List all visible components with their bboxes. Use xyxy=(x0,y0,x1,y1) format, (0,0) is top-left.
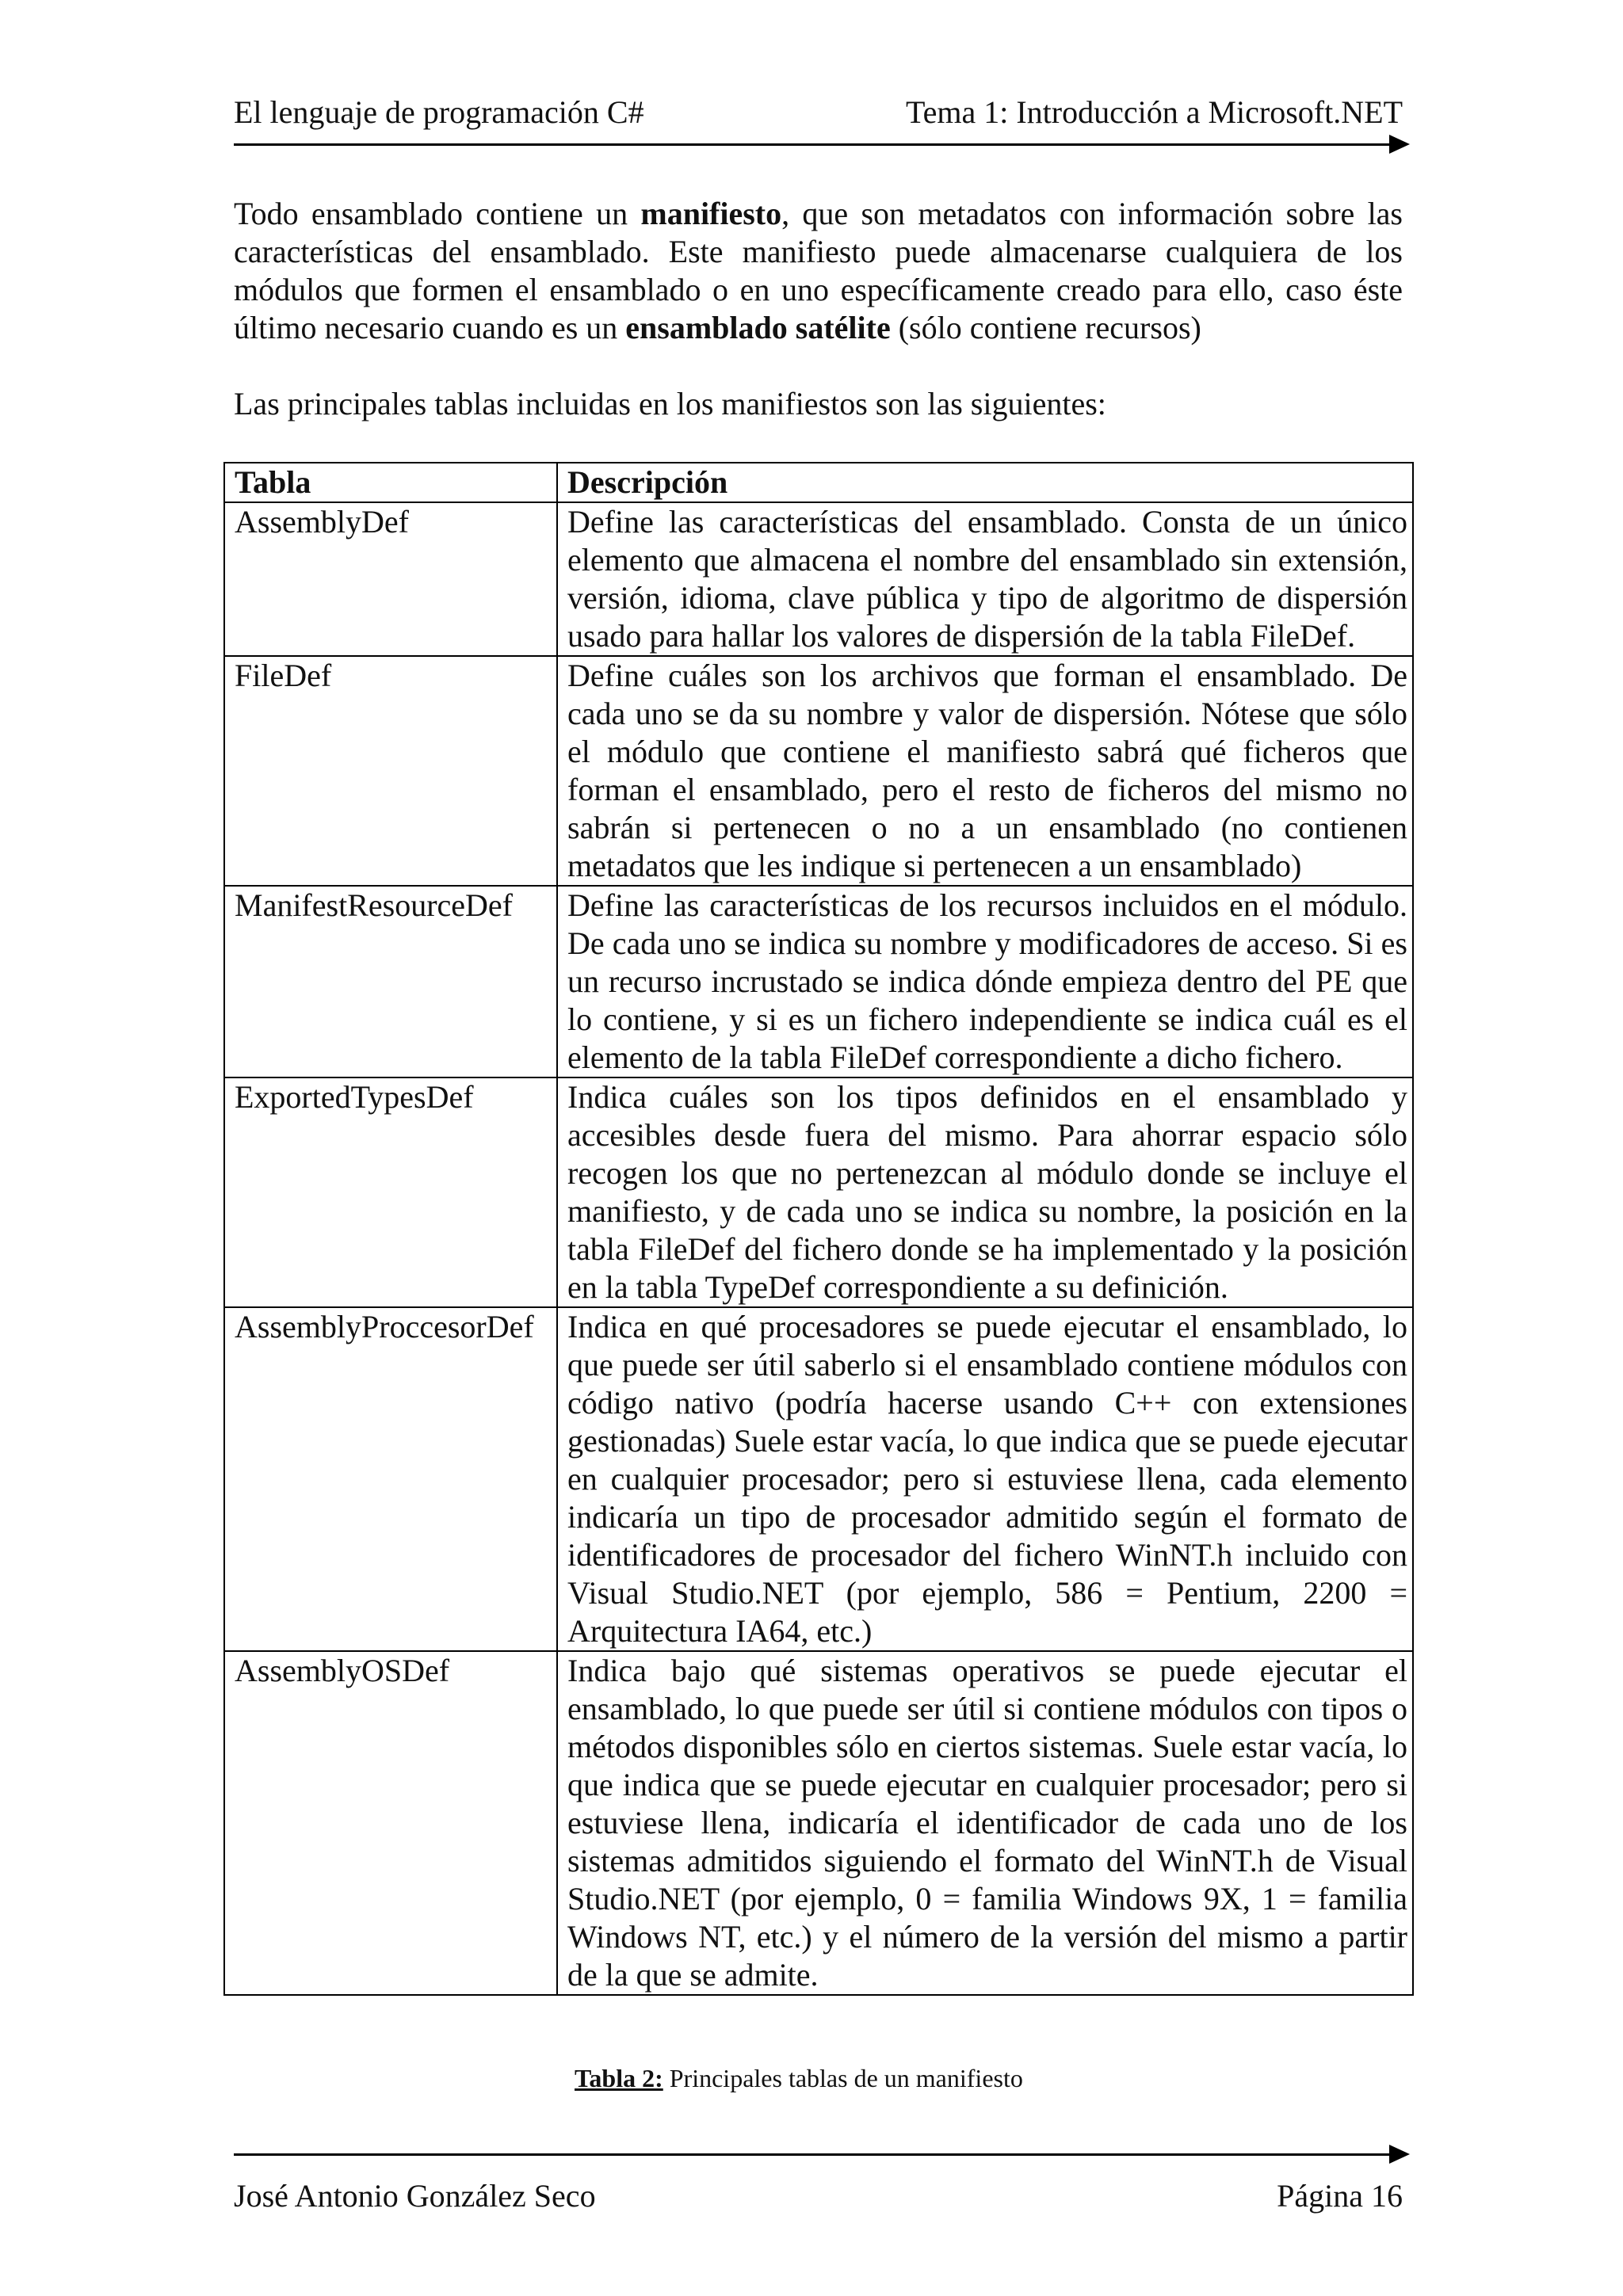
term-manifiesto: manifiesto xyxy=(640,196,782,231)
manifest-tables-table xyxy=(223,462,1414,1996)
header-arrow-rule xyxy=(234,143,1391,146)
table-header-row xyxy=(224,463,1413,502)
caption-label: Tabla 2: xyxy=(575,2064,663,2092)
table-description-cell: Define cuáles son los archivos que forman el ensamblado. De cada uno se da su nombre y valor de dispersión. Nótese que sólo el módulo que contiene el manifiesto sabrá qué ficheros que forman el ensamblado, pero el resto de ficheros del mismo no sabrán si pertenecen o no a un ensamblado (no contienen metadatos que les indique si pertenecen a un ensamblado) xyxy=(557,656,1413,886)
table-description-cell: Indica en qué procesadores se puede ejecutar el ensamblado, lo que puede ser útil saberlo si el ensamblado contiene módulos con código nativo (podría hacerse usando C++ con extensiones gestionadas) Suele estar vacía, lo que indica que se puede ejecutar en cualquier procesador; pero si estuviese llena, cada elemento indicaría un tipo de procesador admitido según el formato de identificadores de procesador del fichero WinNT.h incluido con Visual Studio.NET (por ejemplo, 586 = Pentium, 2200 = Arquitectura IA64, etc.) xyxy=(557,1307,1413,1651)
table-name-cell: ManifestResourceDef xyxy=(224,886,557,1077)
table-caption xyxy=(575,2063,1023,2093)
column-header-descripcion: Descripción xyxy=(557,463,1413,502)
table-row xyxy=(224,1077,1413,1307)
table-name-cell: AssemblyDef xyxy=(224,502,557,656)
header-book-title: El lenguaje de programación C# xyxy=(234,94,644,130)
caption-text: Principales tablas de un manifiesto xyxy=(663,2064,1023,2092)
table-name-cell: FileDef xyxy=(224,656,557,886)
intro-text-2: , que son metadatos con información sobre las características del ensamblado. Este manifiesto puede almacenarse cualquiera de los módulos que formen el ensamblado o en uno específicamente creado para ello, caso éste último necesario cuando es un xyxy=(234,196,1403,345)
page-footer xyxy=(234,2177,1403,2215)
table-row xyxy=(224,502,1413,656)
intro-text-1: Todo ensamblado contiene un xyxy=(234,196,641,231)
term-ensamblado-satelite: ensamblado satélite xyxy=(625,310,891,345)
table-name-cell: AssemblyOSDef xyxy=(224,1651,557,1995)
table-row xyxy=(224,656,1413,886)
footer-author: José Antonio González Seco xyxy=(234,2178,596,2214)
footer-page-number: Página 16 xyxy=(1277,2178,1403,2214)
header-chapter-title: Tema 1: Introducción a Microsoft.NET xyxy=(905,94,1403,130)
footer-arrow-rule xyxy=(234,2153,1391,2156)
table-row xyxy=(224,1307,1413,1651)
arrow-head-icon xyxy=(1389,2145,1410,2164)
column-header-tabla: Tabla xyxy=(224,463,557,502)
table-description-cell: Indica cuáles son los tipos definidos en el ensamblado y accesibles desde fuera del mismo. Para ahorrar espacio sólo recogen los que no pertenezcan al módulo donde se incluye el manifiesto, y de cada uno se indica su nombre, la posición en la tabla FileDef del fichero donde se ha implementado y la posición en la tabla TypeDef correspondiente a su definición. xyxy=(557,1077,1413,1307)
arrow-head-icon xyxy=(1389,135,1410,154)
intro-paragraph xyxy=(234,195,1403,347)
table-row xyxy=(224,1651,1413,1995)
table-description-cell: Define las características de los recursos incluidos en el módulo. De cada uno se indica su nombre y modificadores de acceso. Si es un recurso incrustado se indica dónde empieza dentro del PE que lo contiene, y si es un fichero independiente se indica cuál es el elemento de la tabla FileDef correspondiente a dicho fichero. xyxy=(557,886,1413,1077)
table-name-cell: ExportedTypesDef xyxy=(224,1077,557,1307)
table-description-cell: Define las características del ensamblado. Consta de un único elemento que almacena el nombre del ensamblado sin extensión, versión, idioma, clave pública y tipo de algoritmo de dispersión usado para hallar los valores de dispersión de la tabla FileDef. xyxy=(557,502,1413,656)
page-header xyxy=(234,93,1403,132)
tables-intro-paragraph: Las principales tablas incluidas en los manifiestos son las siguientes: xyxy=(234,386,1106,421)
table-row xyxy=(224,886,1413,1077)
intro-text-3: (sólo contiene recursos) xyxy=(890,310,1201,345)
table-name-cell: AssemblyProccesorDef xyxy=(224,1307,557,1651)
table-description-cell: Indica bajo qué sistemas operativos se puede ejecutar el ensamblado, lo que puede ser útil si contiene módulos con tipos o métodos disponibles sólo en ciertos sistemas. Suele estar vacía, lo que indica que se puede ejecutar en cualquier procesador; pero si estuviese llena, indicaría el identificador de cada uno de los sistemas admitidos siguiendo el formato del WinNT.h de Visual Studio.NET (por ejemplo, 0 = familia Windows 9X, 1 = familia Windows NT, etc.) y el número de la versión del mismo a partir de la que se admite. xyxy=(557,1651,1413,1995)
